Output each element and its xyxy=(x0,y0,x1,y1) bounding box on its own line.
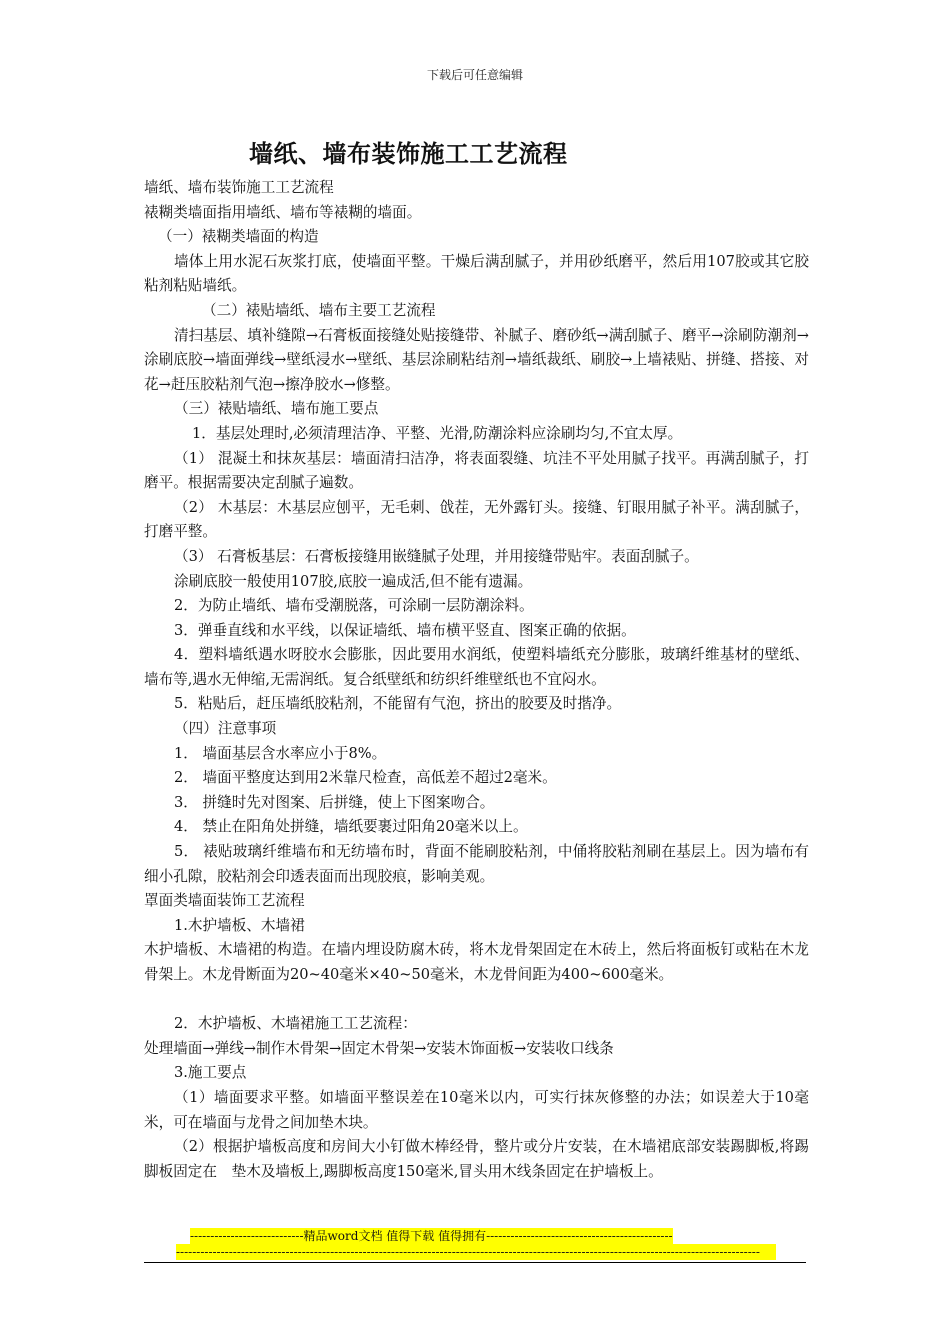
list-item: （1） 混凝土和抹灰基层：墙面清扫洁净，将表面裂缝、坑洼不平处用腻子找平。再满刮腻子，打磨平。根据需要决定刮腻子遍数。 xyxy=(144,449,809,492)
page-header-note: 下载后可任意编辑 xyxy=(426,68,523,82)
document-body xyxy=(144,176,809,1184)
section-heading-3: （三）裱贴墙纸、墙布施工要点 xyxy=(174,400,379,418)
list-item: 1．基层处理时,必须清理洁净、平整、光滑,防潮涂料应涂刷均匀,不宜太厚。 xyxy=(192,424,683,442)
document-title: 墙纸、墙布装饰施工工艺流程 xyxy=(249,140,568,168)
subsection-heading: 2．木护墙板、木墙裙施工工艺流程： xyxy=(174,1015,417,1033)
section-heading-4: （四）注意事项 xyxy=(174,720,277,738)
list-item: 5．粘贴后，赶压墙纸胶粘剂，不能留有气泡，挤出的胶要及时揩净。 xyxy=(174,695,622,713)
list-item: 2．为防止墙纸、墙布受潮脱落，可涂刷一层防潮涂料。 xyxy=(174,597,534,615)
list-item: 3． 拼缝时先对图案、后拼缝，使上下图案吻合。 xyxy=(174,793,495,811)
list-item: （1）墙面要求平整。如墙面平整误差在10毫米以内，可实行抹灰修整的办法；如误差大于10毫米，可在墙面与龙骨之间加垫木块。 xyxy=(144,1088,809,1131)
subsection-heading: 3.施工要点 xyxy=(174,1064,247,1082)
paragraph: 清扫基层、填补缝隙→石膏板面接缝处贴接缝带、补腻子、磨砂纸→满刮腻子、磨平→涂刷防潮剂→涂刷底胶→墙面弹线→壁纸浸水→壁纸、基层涂刷粘结剂→墙纸裁纸、刷胶→上墙裱贴、拼缝、搭接、对花→赶压胶粘剂气泡→擦净胶水→修整。 xyxy=(144,326,809,393)
paragraph: 处理墙面→弹线→制作木骨架→固定木骨架→安装木饰面板→安装收口线条 xyxy=(144,1039,614,1057)
section-heading-2: （二）裱贴墙纸、墙布主要工艺流程 xyxy=(202,301,436,319)
list-item: 1． 墙面基层含水率应小于8%。 xyxy=(174,744,387,762)
section-heading-1: （一）裱糊类墙面的构造 xyxy=(158,228,319,246)
list-item: 4． 禁止在阳角处拼缝，墙纸要裹过阳角20毫米以上。 xyxy=(174,818,528,836)
subsection-heading: 1.木护墙板、木墙裙 xyxy=(174,916,305,934)
blank-line xyxy=(144,988,809,1013)
list-item: 5． 裱贴玻璃纤维墙布和无纺墙布时，背面不能刷胶粘剂，中俑将胶粘剂刷在基层上。因为墙布有细小孔隙，胶粘剂会印透表面而出现胶痕，影响美观。 xyxy=(144,843,809,885)
list-item: （3） 石膏板基层：石膏板接缝用嵌缝腻子处理，并用接缝带贴牢。表面刮腻子。 xyxy=(174,547,699,565)
paragraph: 木护墙板、木墙裙的构造。在墙内埋设防腐木砖，将木龙骨架固定在木砖上，然后将面板钉或粘在木龙骨架上。木龙骨断面为20~40毫米×40~50毫米，木龙骨间距为400~600毫米。 xyxy=(144,941,809,983)
section-heading-5: 罩面类墙面装饰工艺流程 xyxy=(144,892,305,910)
paragraph: 墙体上用水泥石灰浆打底，使墙面平整。干燥后满刮腻子，并用砂纸磨平，然后用107胶或其它胶粘剂粘贴墙纸。 xyxy=(144,252,809,295)
list-item: 3．弹垂直线和水平线，以保证墙纸、墙布横平竖直、图案正确的依据。 xyxy=(174,621,636,639)
list-item: （2） 木基层：木基层应刨平，无毛刺、戗茬，无外露钉头。接缝、钉眼用腻子补平。满刮腻子，打磨平整。 xyxy=(144,498,809,541)
paragraph: 涂刷底胶一般使用107胶,底胶一遍成活,但不能有遗漏。 xyxy=(174,572,533,590)
footer-promo-line: ----------------------------精品word文档 值得下载 值得拥有---------------------------------------------- xyxy=(190,1229,673,1243)
footer-dashed-line: ------------------------------------------------------------------------------------------------------------------------------------------------ xyxy=(176,1244,776,1260)
paragraph-subtitle: 墙纸、墙布装饰施工工艺流程 xyxy=(144,179,334,196)
list-item: 2． 墙面平整度达到用2米靠尺检查，高低差不超过2毫米。 xyxy=(174,769,557,787)
page-footer xyxy=(144,1228,809,1264)
list-item: （2）根据护墙板高度和房间大小钉做木棒经骨，整片或分片安装，在木墙裙底部安装踢脚板,将踢脚板固定在 垫木及墙板上,踢脚板高度150毫米,冒头用木线条固定在护墙板上。 xyxy=(144,1138,809,1180)
footer-rule xyxy=(144,1262,806,1263)
list-item: 4．塑料墙纸遇水呀胶水会膨胀，因此要用水润纸，使塑料墙纸充分膨胀，玻璃纤维基材的壁纸、墙布等,遇水无伸缩,无需润纸。复合纸壁纸和纺织纤维壁纸也不宜闷水。 xyxy=(144,646,809,688)
paragraph-intro: 裱糊类墙面指用墙纸、墙布等裱糊的墙面。 xyxy=(144,203,422,221)
